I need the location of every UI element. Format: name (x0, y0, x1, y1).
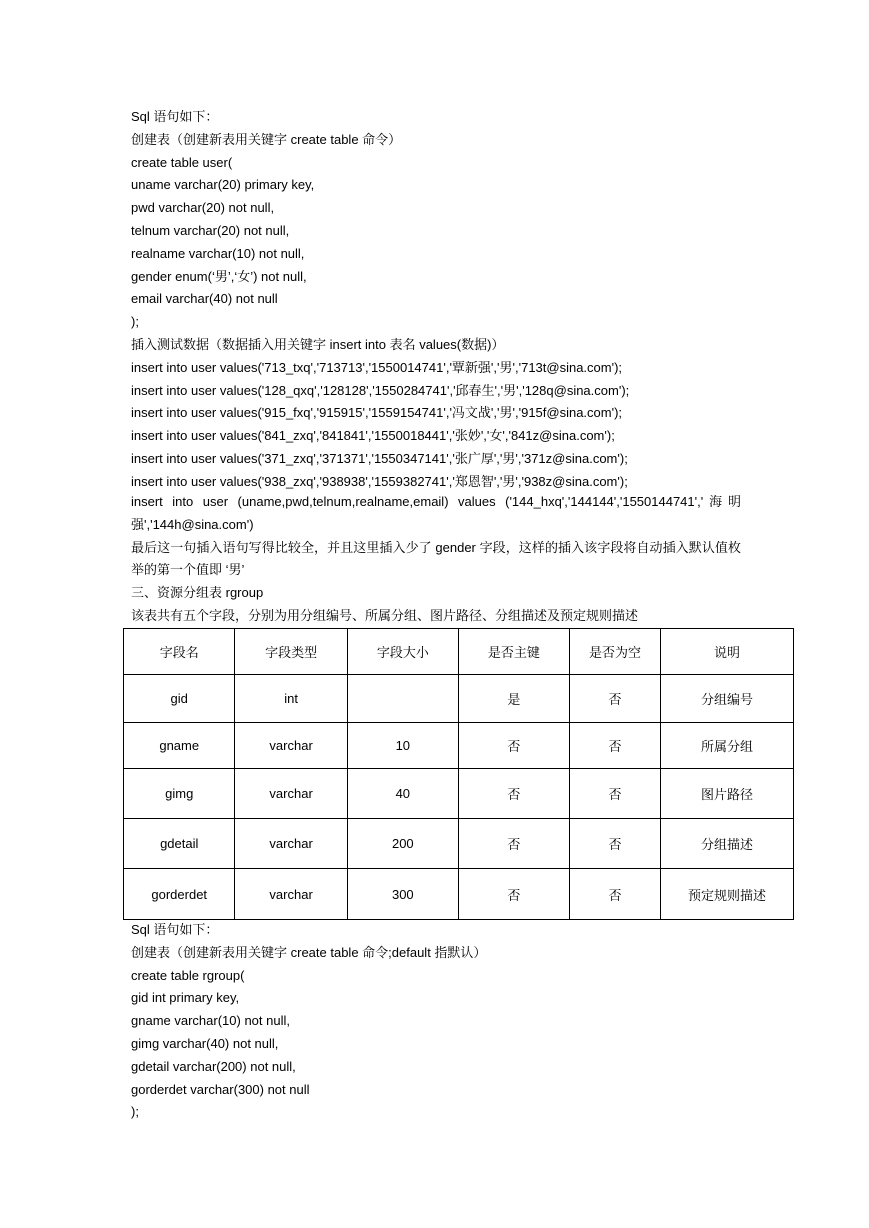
table-cell: 预定规则描述 (661, 869, 794, 920)
table-header-cell: 字段类型 (235, 629, 347, 675)
table-cell: 图片路径 (661, 769, 794, 819)
table-cell: 分组编号 (661, 675, 794, 723)
table-cell: 否 (569, 675, 660, 723)
code-line: gorderdet varchar(300) not null (131, 1081, 310, 1097)
full-insert-statement: insert into user (uname,pwd,telnum,realname,email) values ('144_hxq','144144','1550144741','海明强','144h@sina.com') (131, 494, 741, 532)
code-line: create table user( (131, 154, 233, 170)
table-cell: gname (124, 723, 235, 769)
table-cell: int (235, 675, 347, 723)
table-cell: 否 (458, 723, 569, 769)
table-header-cell: 是否为空 (569, 629, 660, 675)
table-cell: 分组描述 (661, 819, 794, 869)
section-heading: 三、资源分组表 rgroup (131, 585, 264, 601)
table-cell: 否 (458, 869, 569, 920)
table-header-cell: 说明 (661, 629, 794, 675)
code-line: ); (131, 314, 139, 330)
code-line: insert into user values('371_zxq','371371','1550347141','张广厚','男','371z@sina.com'); (131, 450, 628, 466)
code-line: gname varchar(10) not null, (131, 1013, 290, 1029)
table-cell: gimg (124, 769, 235, 819)
table-cell: varchar (235, 819, 347, 869)
code-line: insert into user values('841_zxq','841841','1550018441','张妙','女','841z@sina.com'); (131, 428, 615, 444)
code-line: realname varchar(10) not null, (131, 245, 305, 261)
table-header-cell: 字段名 (124, 629, 235, 675)
table-cell: 10 (347, 723, 458, 769)
code-line: insert into user values('713_txq','713713','1550014741','覃新强','男','713t@sina.com'); (131, 359, 623, 375)
table-cell: 否 (458, 769, 569, 819)
table-cell: gdetail (124, 819, 235, 869)
code-line: pwd varchar(20) not null, (131, 200, 275, 216)
table-cell: 否 (569, 769, 660, 819)
code-line: gimg varchar(40) not null, (131, 1035, 279, 1051)
table-cell: gorderdet (124, 869, 235, 920)
code-line: create table rgroup( (131, 967, 245, 983)
table-row (124, 869, 794, 920)
table-cell (347, 675, 458, 723)
table-cell: 否 (569, 723, 660, 769)
table-cell: varchar (235, 869, 347, 920)
text-line: 创建表（创建新表用关键字 create table 命令;default 指默认） (131, 944, 487, 960)
code-line: insert into user values('128_qxq','128128','1550284741','邱春生','男','128q@sina.com'); (131, 382, 630, 398)
text-line: 创建表（创建新表用关键字 create table 命令） (131, 131, 402, 147)
table-cell: 否 (569, 869, 660, 920)
text-line: 插入测试数据（数据插入用关键字 insert into 表名 values(数据)） (131, 336, 505, 352)
user-table-sql-section (131, 106, 629, 494)
text-line: Sql 语句如下： (131, 109, 219, 124)
code-line: gender enum(‘男’,‘女’) not null, (131, 268, 307, 284)
code-line: insert into user values('938_zxq','938938','1559382741','郑恩智','男','938z@sina.com'); (131, 473, 628, 489)
code-line: telnum varchar(20) not null, (131, 222, 290, 238)
table-row (124, 675, 794, 723)
text-line: Sql 语句如下： (131, 922, 219, 937)
table-cell: 40 (347, 769, 458, 819)
code-line: insert into user values('915_fxq','915915','1559154741','冯文战','男','915f@sina.com'); (131, 405, 623, 421)
table-cell: varchar (235, 769, 347, 819)
table-header-row (124, 629, 794, 675)
insert-note: 最后这一句插入语句写得比较全，并且这里插入少了 gender 字段，这样的插入该字段将自动插入默认值枚举的第一个值即 ‘男’ (131, 539, 741, 578)
code-line: uname varchar(20) primary key, (131, 177, 315, 193)
table-header-cell: 是否主键 (458, 629, 569, 675)
table-cell: gid (124, 675, 235, 723)
table-header-cell: 字段大小 (347, 629, 458, 675)
table-cell: 是 (458, 675, 569, 723)
table-cell: 所属分组 (661, 723, 794, 769)
table-row (124, 723, 794, 769)
code-line: gid int primary key, (131, 990, 240, 1006)
full-insert-paragraph (131, 491, 741, 628)
table-cell: 否 (458, 819, 569, 869)
rgroup-fields-table (123, 628, 794, 920)
table-cell: 200 (347, 819, 458, 869)
rgroup-sql-section (131, 919, 486, 1124)
table-cell: varchar (235, 723, 347, 769)
table-cell: 300 (347, 869, 458, 920)
code-line: ); (131, 1104, 139, 1120)
table-cell: 否 (569, 819, 660, 869)
code-line: gdetail varchar(200) not null, (131, 1058, 296, 1074)
table-description: 该表共有五个字段，分别为用分组编号、所属分组、图片路径、分组描述及预定规则描述 (131, 607, 639, 623)
code-line: email varchar(40) not null (131, 291, 278, 307)
table-row (124, 819, 794, 869)
table-row (124, 769, 794, 819)
